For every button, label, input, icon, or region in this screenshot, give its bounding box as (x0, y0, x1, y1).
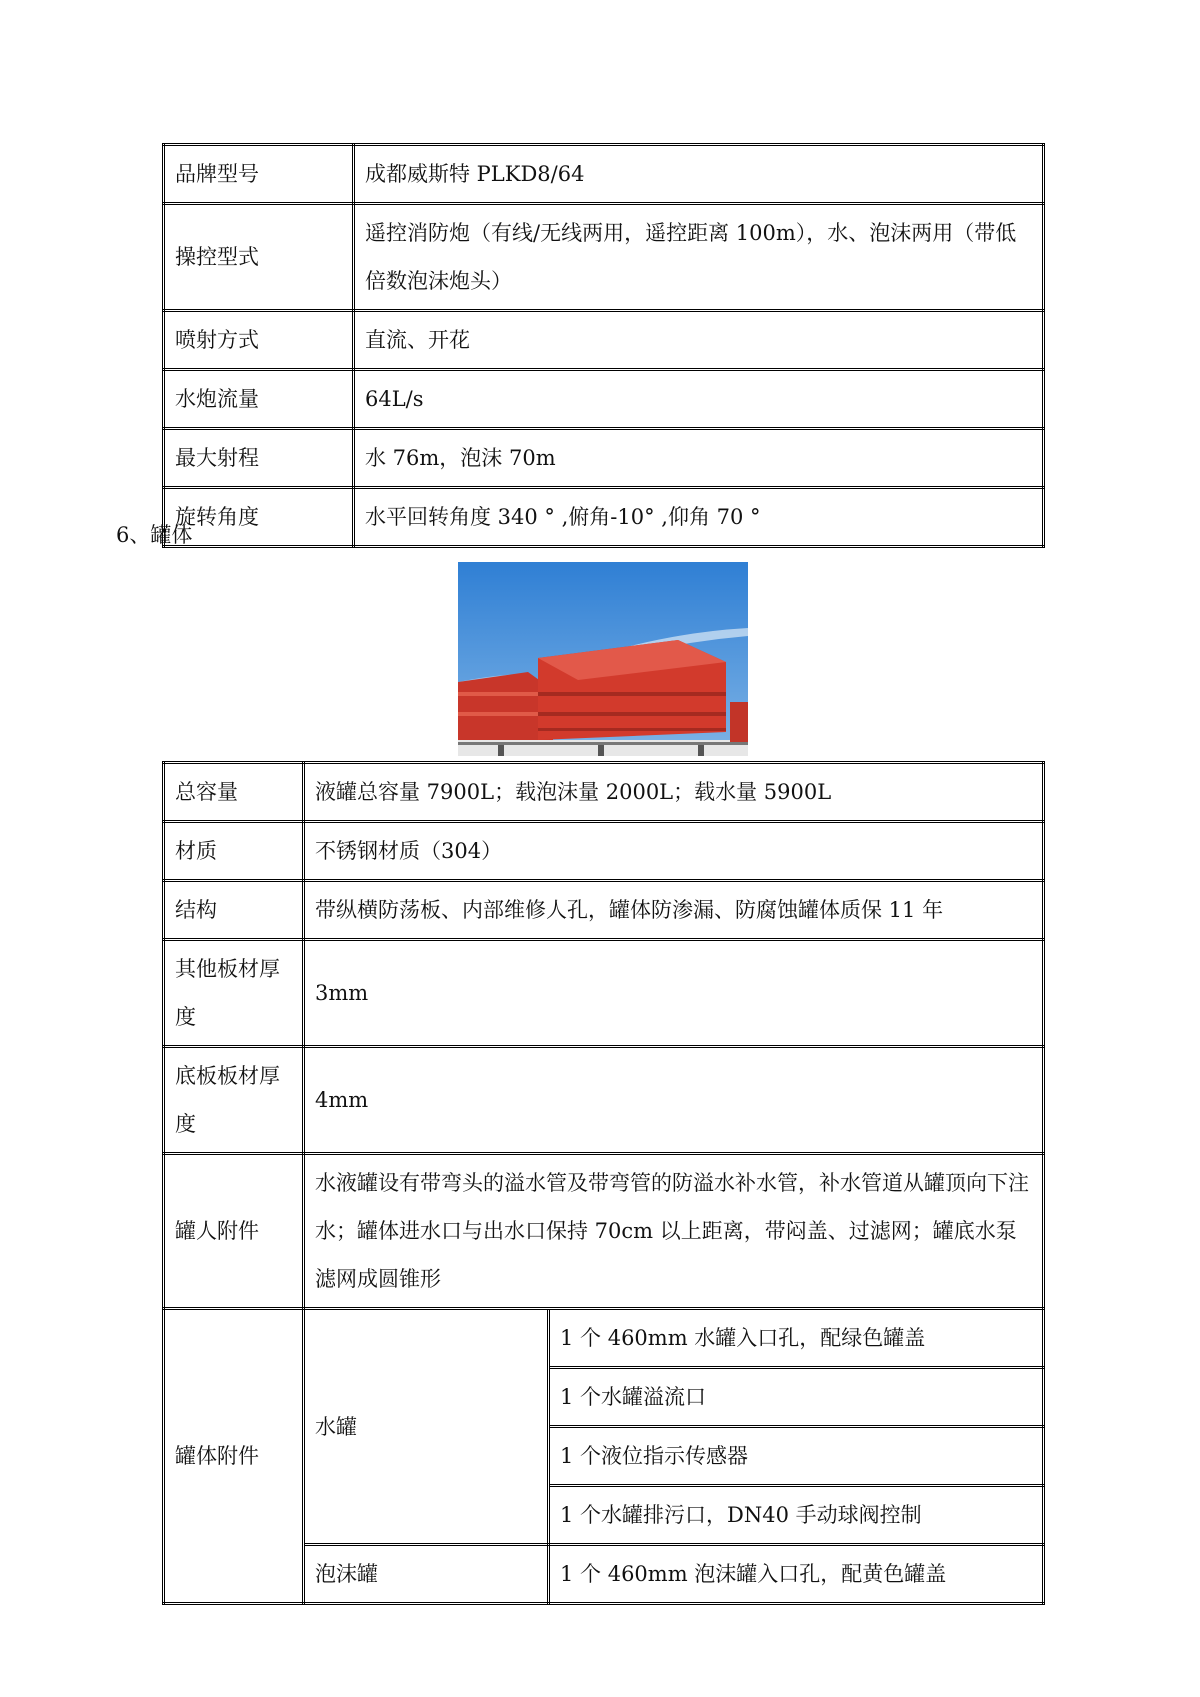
row-label: 旋转角度 (164, 488, 354, 547)
table-row (164, 1309, 1044, 1368)
row-value: 水液罐设有带弯头的溢水管及带弯管的防溢水补水管，补水管道从罐顶向下注水；罐体进水口与出水口保持 70cm 以上距离，带闷盖、过滤网；罐底水泵滤网成圆锥形 (304, 1154, 1044, 1309)
row-label: 结构 (164, 881, 304, 940)
table-row (164, 1047, 1044, 1154)
row-value: 不锈钢材质（304） (304, 822, 1044, 881)
table-row (164, 204, 1044, 311)
table-row (164, 1154, 1044, 1309)
row-label: 最大射程 (164, 429, 354, 488)
table-row (164, 822, 1044, 881)
table-row (164, 488, 1044, 547)
row-label: 水炮流量 (164, 370, 354, 429)
row-label: 总容量 (164, 763, 304, 822)
table-row (164, 145, 1044, 204)
table-row (164, 940, 1044, 1047)
row-value: 液罐总容量 7900L；载泡沫量 2000L；载水量 5900L (304, 763, 1044, 822)
accessory-item: 1 个水罐排污口，DN40 手动球阀控制 (549, 1486, 1044, 1545)
section-heading: 6、罐体 (116, 523, 193, 547)
table-row (164, 370, 1044, 429)
row-value: 水 76m，泡沫 70m (354, 429, 1044, 488)
row-label: 材质 (164, 822, 304, 881)
table-row (164, 881, 1044, 940)
accessory-item: 1 个 460mm 水罐入口孔，配绿色罐盖 (549, 1309, 1044, 1368)
row-label: 罐人附件 (164, 1154, 304, 1309)
row-value: 带纵横防荡板、内部维修人孔，罐体防渗漏、防腐蚀罐体质保 11 年 (304, 881, 1044, 940)
foam-tank-label: 泡沫罐 (304, 1545, 549, 1604)
tank-spec-table (162, 761, 1045, 1605)
accessory-item: 1 个液位指示传感器 (549, 1427, 1044, 1486)
table-row (164, 429, 1044, 488)
row-value: 3mm (304, 940, 1044, 1047)
accessory-item: 1 个 460mm 泡沫罐入口孔，配黄色罐盖 (549, 1545, 1044, 1604)
row-label: 品牌型号 (164, 145, 354, 204)
row-label: 其他板材厚度 (164, 940, 304, 1047)
row-value: 水平回转角度 340 ° ,俯角-10° ,仰角 70 ° (354, 488, 1044, 547)
water-tank-label: 水罐 (304, 1309, 549, 1545)
row-label: 喷射方式 (164, 311, 354, 370)
cannon-spec-table (162, 143, 1045, 548)
row-value: 64L/s (354, 370, 1044, 429)
row-value: 遥控消防炮（有线/无线两用，遥控距离 100m），水、泡沫两用（带低倍数泡沫炮头） (354, 204, 1044, 311)
accessory-item: 1 个水罐溢流口 (549, 1368, 1044, 1427)
accessories-label: 罐体附件 (164, 1309, 304, 1604)
row-value: 成都威斯特 PLKD8/64 (354, 145, 1044, 204)
row-label: 操控型式 (164, 204, 354, 311)
row-value: 直流、开花 (354, 311, 1044, 370)
table-row (164, 311, 1044, 370)
row-value: 4mm (304, 1047, 1044, 1154)
table-row (164, 763, 1044, 822)
red-tank-photo (458, 562, 748, 756)
row-label: 底板板材厚度 (164, 1047, 304, 1154)
